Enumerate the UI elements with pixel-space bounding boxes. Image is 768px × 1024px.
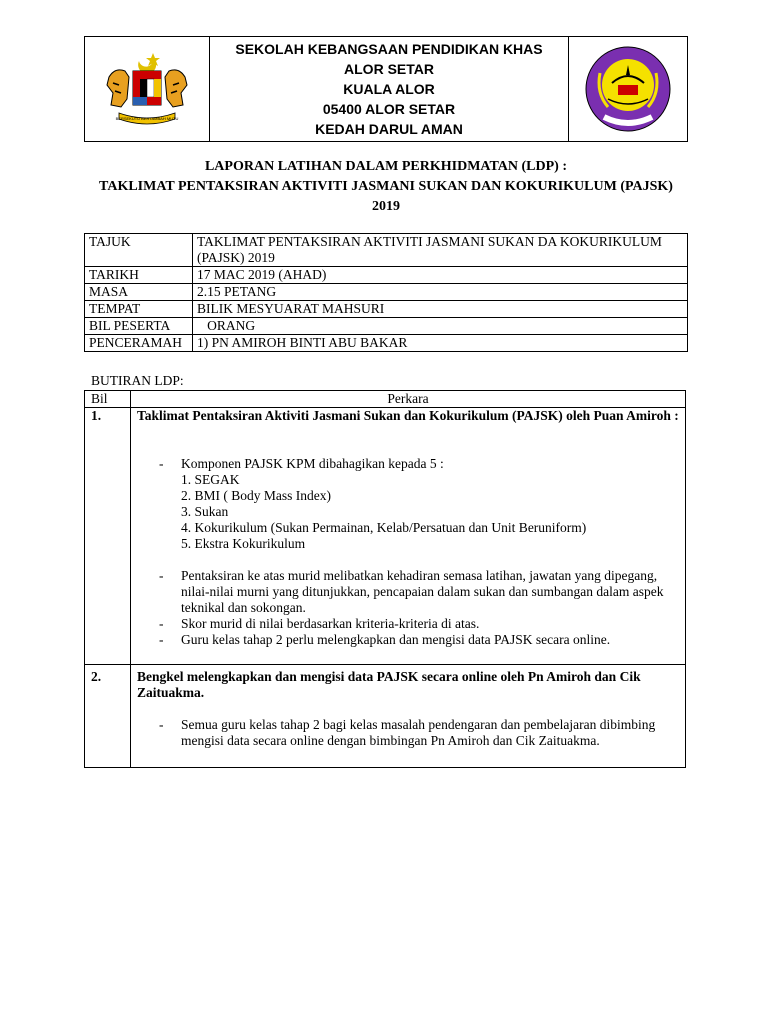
bullet-text: Pentaksiran ke atas murid melibatkan kehadiran semasa latihan, jawatan yang dipegang, nilai-nilai murni yang ditunjukkan, pencapaian dalam sukan dan sumbangan dalam aspek teknikal dan sokongan. [181, 568, 664, 615]
school-name: SEKOLAH KEBANGSAAN PENDIDIKAN KHAS [235, 41, 543, 57]
bullet-text: Guru kelas tahap 2 perlu melengkapkan dan mengisi data PAJSK secara online. [181, 632, 611, 647]
sub-item: 3. Sukan [181, 504, 229, 519]
svg-text:BERSEKUTU BERTAMBAH MUTU: BERSEKUTU BERTAMBAH MUTU [115, 116, 179, 121]
bullet-text: Semua guru kelas tahap 2 bagi kelas masalah pendengaran dan pembelajaran dibimbing mengisi data secara online dengan bimbingan Pn Amiroh dan Cik Zaituakma. [181, 717, 656, 748]
bullet-dash: - [159, 568, 164, 583]
state-line: KEDAH DARUL AMAN [315, 121, 463, 137]
info-row-masa [85, 284, 688, 301]
address-line: ALOR SETAR [344, 61, 434, 77]
left-logo-cell [85, 37, 210, 141]
section-label: BUTIRAN LDP: [91, 373, 184, 388]
col-header-bil: Bil [85, 391, 131, 408]
bullet-item [137, 616, 679, 632]
coat-of-arms-icon [99, 47, 195, 131]
info-key: MASA [85, 284, 193, 301]
school-crest-icon [582, 43, 674, 135]
sub-item: 5. Ekstra Kokurikulum [181, 536, 306, 551]
bullet-item [137, 568, 679, 616]
postcode-line: 05400 ALOR SETAR [322, 101, 456, 117]
bullet-dash: - [159, 717, 164, 732]
row-heading: Taklimat Pentaksiran Aktiviti Jasmani Sukan dan Kokurikulum (PAJSK) oleh Puan Amiroh : [137, 408, 679, 423]
bullet-item [137, 632, 679, 648]
bullet-item [137, 717, 679, 749]
info-key: PENCERAMAH [85, 335, 193, 352]
bullet-item [137, 456, 679, 472]
bullet-dash: - [159, 632, 164, 647]
info-table [84, 233, 688, 352]
col-header-perkara: Perkara [131, 391, 686, 408]
address-line: KUALA ALOR [343, 81, 435, 97]
info-value: TAKLIMAT PENTAKSIRAN AKTIVITI JASMANI SUKAN DA KOKURIKULUM (PAJSK) 2019 [193, 234, 688, 267]
row-content [131, 665, 686, 768]
info-key: TEMPAT [85, 301, 193, 318]
letterhead [84, 36, 688, 142]
info-value: 1) PN AMIROH BINTI ABU BAKAR [193, 335, 688, 352]
details-table [84, 390, 686, 768]
info-key: BIL PESERTA [85, 318, 193, 335]
table-row [85, 665, 686, 768]
info-row-tarikh [85, 267, 688, 284]
row-content [131, 408, 686, 665]
info-key: TAJUK [85, 234, 193, 267]
info-value: ORANG [193, 318, 688, 335]
info-row-tajuk [85, 234, 688, 267]
info-value: 2.15 PETANG [193, 284, 688, 301]
row-heading: Bengkel melengkapkan dan mengisi data PAJSK secara online oleh Pn Amiroh dan Cik Zaituakma. [137, 669, 641, 700]
info-value: 17 MAC 2019 (AHAD) [193, 267, 688, 284]
sub-item: 4. Kokurikulum (Sukan Permainan, Kelab/Persatuan dan Unit Beruniform) [181, 520, 587, 535]
table-row [85, 408, 686, 665]
table-header-row [85, 391, 686, 408]
school-address [210, 37, 569, 141]
info-value: BILIK MESYUARAT MAHSURI [193, 301, 688, 318]
info-row-bil-peserta [85, 318, 688, 335]
bullet-text: Skor murid di nilai berdasarkan kriteria-kriteria di atas. [181, 616, 480, 631]
info-row-tempat [85, 301, 688, 318]
info-row-penceramah [85, 335, 688, 352]
sub-item: 2. BMI ( Body Mass Index) [181, 488, 331, 503]
bullet-dash: - [159, 456, 164, 471]
sub-item: 1. SEGAK [181, 472, 240, 487]
row-number: 1. [85, 408, 131, 665]
title-line-1: LAPORAN LATIHAN DALAM PERKHIDMATAN (LDP) : [204, 159, 568, 174]
bullet-text: Komponen PAJSK KPM dibahagikan kepada 5 : [181, 456, 444, 471]
right-logo-cell [569, 37, 687, 141]
row-number: 2. [85, 665, 131, 768]
title-line-3: 2019 [372, 199, 400, 214]
info-key: TARIKH [85, 267, 193, 284]
bullet-dash: - [159, 616, 164, 631]
report-title [84, 157, 688, 217]
title-line-2: TAKLIMAT PENTAKSIRAN AKTIVITI JASMANI SUKAN DAN KOKURIKULUM (PAJSK) [99, 179, 673, 194]
